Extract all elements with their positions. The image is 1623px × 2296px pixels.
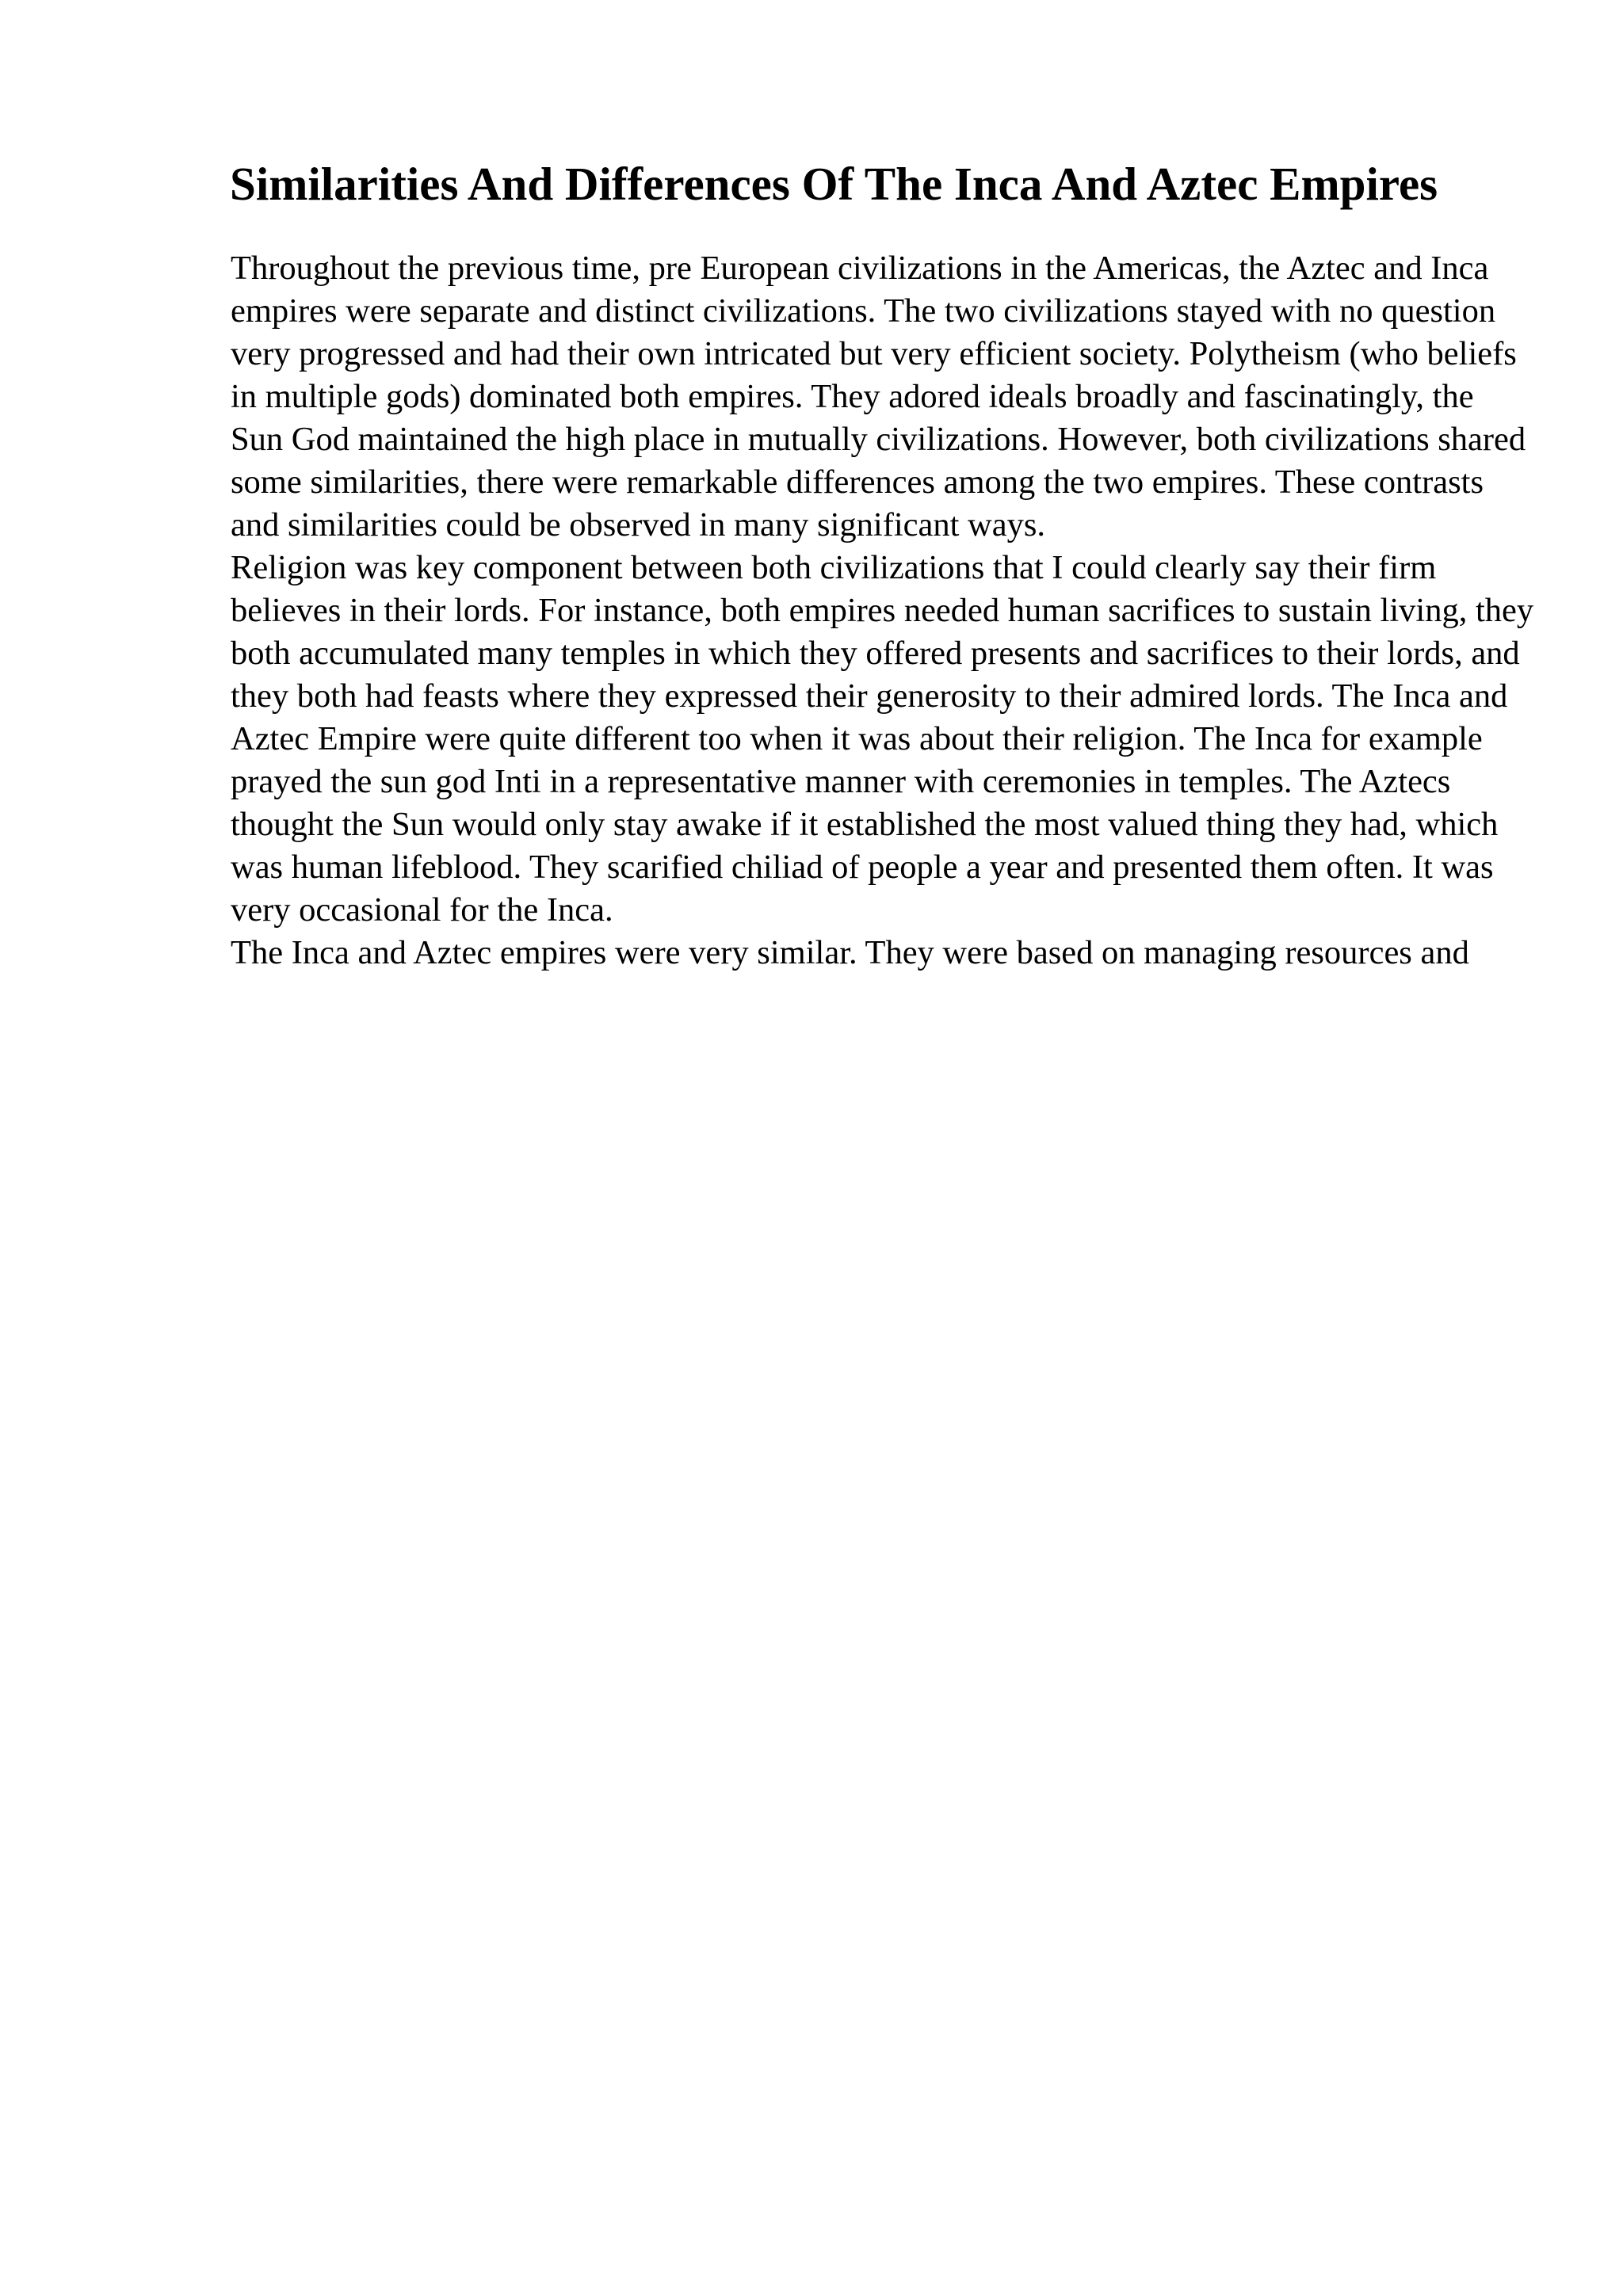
paragraph-religion: Religion was key component between both civilizations that I could clearly say their firm believes in their lords. For instance, both empires needed human sacrifices to sustain living, they both accumulated many temples in which they offered presents and sacrifices to their lords, and they both had feasts where they expressed their generosity to their admired lords. The Inca and Aztec Empire were quite different too when it was about their religion. The Inca for example prayed the sun god Inti in a representative manner with ceremonies in temples. The Aztecs thought the Sun would only stay awake if it established the most valued thing they had, which was human lifeblood. They scarified chiliad of people a year and presented them often. It was very occasional for the Inca. bbox=[231, 549, 1534, 929]
paragraph-similarities: The Inca and Aztec empires were very similar. They were based on managing resources and bbox=[231, 934, 1469, 971]
paragraph-intro: Throughout the previous time, pre European civilizations in the Americas, the Aztec and Inca empires were separate and distinct civilizations. The two civilizations stayed with no question very progressed and had their own intricated but very efficient society. Polytheism (who beliefs in multiple gods) dominated both empires. They adored ideals broadly and fascinatingly, the Sun God maintained the high place in mutually civilizations. However, both civilizations shared some similarities, there were remarkable differences among the two empires. These contrasts and similarities could be observed in many significant ways. bbox=[231, 250, 1526, 543]
page-title: Similarities And Differences Of The Inca And Aztec Empires bbox=[230, 158, 1438, 210]
document-body bbox=[231, 247, 1534, 974]
